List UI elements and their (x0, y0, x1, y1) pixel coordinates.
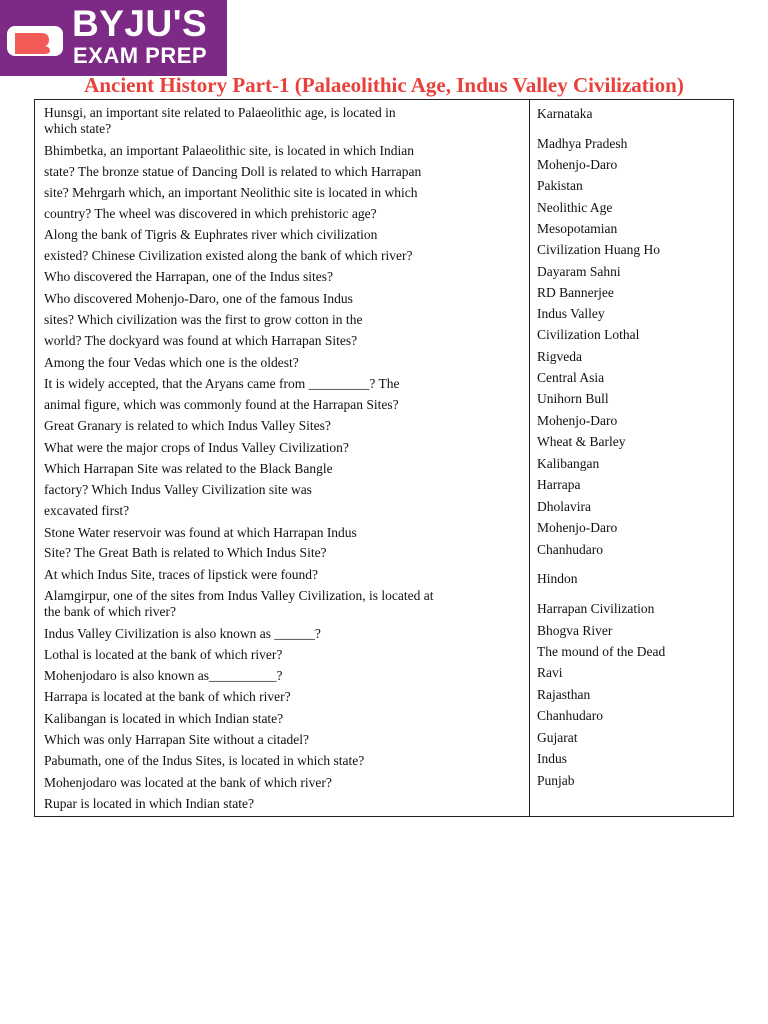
answer-line: Gujarat (537, 730, 578, 745)
answer-line: Madhya Pradesh (537, 136, 628, 151)
question-line: Pabumath, one of the Indus Sites, is located in which state? (44, 753, 365, 768)
answer-line: Civilization Huang Ho (537, 242, 660, 257)
question-line: sites? Which civilization was the first to grow cotton in the (44, 312, 363, 327)
brand-subtitle: EXAM PREP (73, 43, 208, 68)
answer-line: RD Bannerjee (537, 285, 614, 300)
question-line: Stone Water reservoir was found at which Harrapan Indus (44, 525, 357, 540)
byjus-logo-icon (5, 24, 65, 58)
answer-line: Indus Valley (537, 306, 605, 321)
question-line: Rupar is located in which Indian state? (44, 796, 254, 811)
column-divider (529, 99, 530, 817)
answer-line: Neolithic Age (537, 200, 613, 215)
question-line: existed? Chinese Civilization existed along the bank of which river? (44, 248, 413, 263)
answer-line: Unihorn Bull (537, 391, 609, 406)
question-line: Who discovered the Harrapan, one of the Indus sites? (44, 269, 334, 284)
answer-line: Mohenjo-Daro (537, 413, 618, 428)
answer-line: Harrapa (537, 477, 581, 492)
answer-line: Civilization Lothal (537, 327, 640, 342)
question-line: world? The dockyard was found at which Harrapan Sites? (44, 333, 358, 348)
answer-line: Hindon (537, 571, 578, 586)
brand-logo (0, 0, 227, 76)
answer-line: Mohenjo-Daro (537, 157, 618, 172)
answer-line: Karnataka (537, 106, 593, 121)
question-line: Harrapa is located at the bank of which river? (44, 689, 291, 704)
answer-line: The mound of the Dead (537, 644, 666, 659)
question-line: Hunsgi, an important site related to Palaeolithic age, is located in (44, 105, 396, 120)
question-line: Indus Valley Civilization is also known as ______? (44, 626, 321, 641)
answer-line: Central Asia (537, 370, 605, 385)
question-line: Mohenjodaro is also known as__________? (44, 668, 283, 683)
question-line: factory? Which Indus Valley Civilization site was (44, 482, 312, 497)
question-line: Alamgirpur, one of the sites from Indus Valley Civilization, is located at (44, 588, 434, 603)
question-line: It is widely accepted, that the Aryans came from _________? The (44, 376, 400, 391)
question-line: Who discovered Mohenjo-Daro, one of the famous Indus (44, 291, 353, 306)
answer-line: Harrapan Civilization (537, 601, 655, 616)
answer-line: Kalibangan (537, 456, 600, 471)
answer-line: Mohenjo-Daro (537, 520, 618, 535)
question-line: Along the bank of Tigris & Euphrates river which civilization (44, 227, 378, 242)
question-line: Which was only Harrapan Site without a citadel? (44, 732, 310, 747)
question-line: excavated first? (44, 503, 130, 518)
question-line: Which Harrapan Site was related to the Black Bangle (44, 461, 333, 476)
question-line: state? The bronze statue of Dancing Doll is related to which Harrapan (44, 164, 422, 179)
answer-line: Bhogva River (537, 623, 613, 638)
answer-line: Rigveda (537, 349, 582, 364)
question-line: At which Indus Site, traces of lipstick were found? (44, 567, 319, 582)
answer-line: Dholavira (537, 499, 591, 514)
answer-line: Wheat & Barley (537, 434, 626, 449)
answer-line: Rajasthan (537, 687, 591, 702)
answer-line: Pakistan (537, 178, 583, 193)
question-line: Mohenjodaro was located at the bank of which river? (44, 775, 332, 790)
question-line: Among the four Vedas which one is the oldest? (44, 355, 299, 370)
question-line: the bank of which river? (44, 604, 176, 619)
answer-line: Indus (537, 751, 567, 766)
question-line: which state? (44, 121, 112, 136)
question-line: country? The wheel was discovered in which prehistoric age? (44, 206, 377, 221)
answer-line: Mesopotamian (537, 221, 618, 236)
question-line: Kalibangan is located in which Indian state? (44, 711, 284, 726)
question-line: Great Granary is related to which Indus Valley Sites? (44, 418, 331, 433)
page-title: Ancient History Part-1 (Palaeolithic Age, Indus Valley Civilization) (84, 73, 684, 97)
question-line: Bhimbetka, an important Palaeolithic site, is located in which Indian (44, 143, 415, 158)
answer-line: Ravi (537, 665, 563, 680)
question-line: Lothal is located at the bank of which river? (44, 647, 283, 662)
brand-name: BYJU'S (72, 3, 208, 44)
answer-line: Chanhudaro (537, 708, 603, 723)
question-line: Site? The Great Bath is related to Which Indus Site? (44, 545, 327, 560)
question-line: What were the major crops of Indus Valley Civilization? (44, 440, 349, 455)
question-line: animal figure, which was commonly found at the Harrapan Sites? (44, 397, 399, 412)
answer-line: Chanhudaro (537, 542, 603, 557)
question-line: site? Mehrgarh which, an important Neolithic site is located in which (44, 185, 418, 200)
answer-line: Dayaram Sahni (537, 264, 621, 279)
answer-line: Punjab (537, 773, 575, 788)
